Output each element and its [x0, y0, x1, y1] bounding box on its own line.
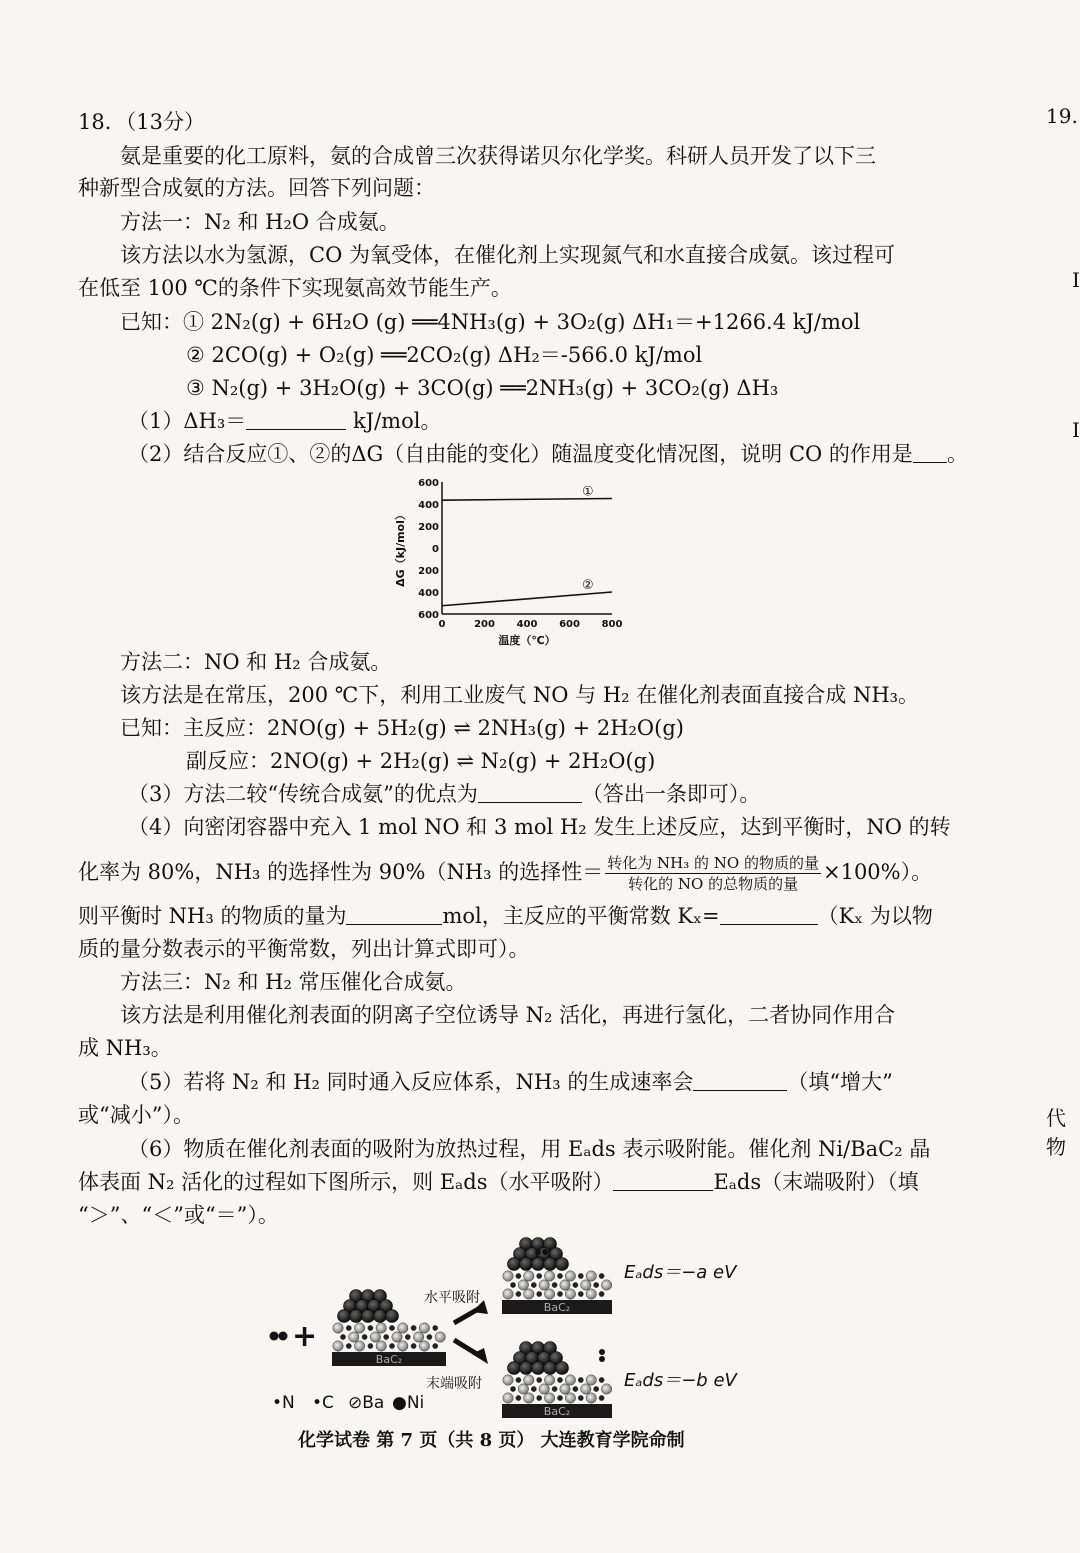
sub-question-4-line-2: 化率为 80%，NH₃ 的选择性为 90%（NH₃ 的选择性＝ $\frac{\text{转化为 NH₃ 的 NO 的物质的量}}{\text{转化的 NO 的总物质的量}}$ ×100%）。	[78, 854, 933, 893]
eads-terminal-label: Eₐds＝−b eV	[624, 1370, 737, 1391]
c-atom	[516, 1291, 521, 1296]
ba-atom	[581, 1384, 591, 1394]
c-atom	[389, 1325, 394, 1330]
x-tick-label: 800	[601, 619, 623, 630]
legend-ba: ⊘Ba	[348, 1393, 385, 1413]
sub-question-4-line-1: （4）向密闭容器中充入 1 mol NO 和 3 mol H₂ 发生上述反应，达到平衡时，NO 的转	[128, 815, 951, 839]
c-atom	[537, 1395, 542, 1400]
y-tick-label: 600	[418, 478, 439, 489]
ba-atom	[586, 1375, 596, 1385]
c-atom	[594, 1386, 599, 1391]
sub-question-6-line-3: “＞”、“＜”或“＝”）。	[78, 1203, 279, 1227]
c-atom	[362, 1334, 367, 1339]
ni-atom	[508, 1362, 521, 1375]
legend-ni: ●Ni	[392, 1393, 425, 1413]
answer-blank[interactable]	[478, 782, 582, 803]
ni-atom	[520, 1258, 533, 1271]
c-atom	[599, 1377, 604, 1382]
catalyst-slab-terminal	[502, 1342, 612, 1419]
ba-atom	[413, 1332, 423, 1342]
x-tick-label: 600	[559, 619, 580, 630]
c-atom	[510, 1386, 515, 1391]
ba-atom	[419, 1341, 429, 1351]
ba-atom	[544, 1393, 554, 1403]
series-label-2: ②	[582, 578, 594, 593]
answer-blank[interactable]	[913, 442, 947, 463]
ni-atom	[532, 1258, 545, 1271]
ba-atom	[503, 1289, 513, 1299]
ba-atom	[333, 1323, 343, 1333]
page-footer: 化学试卷 第 7 页（共 8 页） 大连教育学院命制	[298, 1430, 685, 1451]
question-header: 18．（13分）	[78, 110, 205, 134]
ba-atom	[601, 1384, 611, 1394]
y-axis-label: ΔG（kJ/mol）	[394, 509, 407, 587]
ba-atom	[586, 1289, 596, 1299]
sub-question-2: （2）结合反应①、②的ΔG（自由能的变化）随温度变化情况图，说明 CO 的作用是 。	[128, 442, 968, 466]
c-atom	[557, 1377, 562, 1382]
ba-atom	[544, 1271, 554, 1281]
ba-atom	[376, 1341, 386, 1351]
x-axis-label: 温度（℃）	[498, 634, 556, 647]
sub-question-3: （3）方法二较“传统合成氨”的优点为 （答出一条即可）。	[128, 782, 761, 806]
ni-atom	[374, 1310, 387, 1323]
c-atom	[510, 1282, 515, 1287]
c-atom	[427, 1334, 432, 1339]
ba-atom	[370, 1332, 380, 1342]
ni-atom	[386, 1310, 399, 1323]
c-atom	[557, 1273, 562, 1278]
ba-atom	[544, 1289, 554, 1299]
reaction-3: ③ N₂(g) + 3H₂O(g) + 3CO(g) ══2NH₃(g) + 3CO₂(g) ΔH₃	[186, 376, 779, 400]
method-three-title: 方法三：N₂ 和 H₂ 常压催化合成氨。	[120, 970, 467, 994]
ni-atom	[556, 1258, 569, 1271]
c-atom	[537, 1377, 542, 1382]
sub-question-6-line-1: （6）物质在催化剂表面的吸附为放热过程，用 Eₐds 表示吸附能。催化剂 Ni/BaC₂ 晶	[128, 1137, 931, 1161]
reaction-1: 已知：① 2N₂(g) + 6H₂O (g) ══4NH₃(g) + 3O₂(g) ΔH₁＝+1266.4 kJ/mol	[120, 310, 861, 334]
horizontal-adsorption-label: 水平吸附	[424, 1290, 480, 1306]
sub-question-6-line-2: 体表面 N₂ 活化的过程如下图所示，则 Eₐds（水平吸附） Eₐds（末端吸附）（填	[78, 1170, 919, 1194]
ba-atom	[581, 1280, 591, 1290]
c-atom	[340, 1334, 345, 1339]
y-tick-label: 200	[418, 566, 439, 577]
ba-atom	[333, 1341, 343, 1351]
ba-atom	[349, 1332, 359, 1342]
delta-g-chart	[390, 470, 630, 652]
c-atom	[411, 1325, 416, 1330]
ba-atom	[524, 1393, 534, 1403]
ba-atom	[560, 1280, 570, 1290]
ba-atom	[376, 1323, 386, 1333]
y-tick-label: 400	[418, 500, 439, 511]
side-question-number: 19.	[1046, 104, 1078, 128]
c-atom	[537, 1291, 542, 1296]
c-atom	[405, 1334, 410, 1339]
ba-atom	[544, 1375, 554, 1385]
c-atom	[537, 1273, 542, 1278]
c-atom	[346, 1343, 351, 1348]
c-atom	[578, 1273, 583, 1278]
ni-atom	[508, 1258, 521, 1271]
intro-line-1: 氨是重要的化工原料，氨的合成曾三次获得诺贝尔化学奖。科研人员开发了以下三	[120, 144, 876, 168]
sub-question-4-line-3: 则平衡时 NH₃ 的物质的量为 mol，主反应的平衡常数 Kₓ= （Kₓ 为以物	[78, 904, 933, 928]
ni-atom	[350, 1310, 363, 1323]
c-atom	[368, 1343, 373, 1348]
c-atom	[552, 1282, 557, 1287]
ba-atom	[503, 1271, 513, 1281]
c-atom	[552, 1386, 557, 1391]
answer-blank[interactable]	[693, 1070, 787, 1091]
ba-atom	[524, 1289, 534, 1299]
sub-question-1: （1）ΔH₃＝ kJ/mol。	[128, 409, 442, 433]
ba-atom	[565, 1375, 575, 1385]
method-one-text-1: 该方法以水为氢源，CO 为氧受体，在催化剂上实现氮气和水直接合成氨。该过程可	[120, 243, 895, 267]
c-atom	[578, 1395, 583, 1400]
adsorption-diagram	[262, 1228, 762, 1418]
c-atom	[433, 1343, 438, 1348]
c-atom	[384, 1334, 389, 1339]
series-line-2	[442, 592, 612, 606]
ba-atom	[518, 1280, 528, 1290]
c-atom	[594, 1282, 599, 1287]
ba-atom	[518, 1384, 528, 1394]
method-two-title: 方法二：NO 和 H₂ 合成氨。	[120, 650, 392, 674]
y-tick-label: 400	[418, 588, 439, 599]
method-two-text: 该方法是在常压，200 ℃下，利用工业废气 NO 与 H₂ 在催化剂表面直接合成 NH₃。	[120, 683, 920, 707]
ni-atom	[520, 1362, 533, 1375]
ba-atom	[565, 1289, 575, 1299]
side-fragment: I	[1072, 418, 1080, 442]
c-atom	[516, 1377, 521, 1382]
ba-atom	[354, 1341, 364, 1351]
main-reaction: 已知：主反应：2NO(g) + 5H₂(g) ⇌ 2NH₃(g) + 2H₂O(g)	[120, 716, 684, 740]
arrow-icon	[454, 1340, 488, 1364]
c-atom	[346, 1325, 351, 1330]
ba-atom	[601, 1280, 611, 1290]
ni-atom	[544, 1258, 557, 1271]
ba-atom	[586, 1393, 596, 1403]
y-tick-label: 200	[418, 522, 439, 533]
ni-atom	[556, 1362, 569, 1375]
method-three-text-1: 该方法是利用催化剂表面的阴离子空位诱导 N₂ 活化，再进行氢化，二者协同作用合	[120, 1003, 896, 1027]
c-atom	[411, 1343, 416, 1348]
terminal-adsorption-label: 末端吸附	[426, 1376, 482, 1392]
ba-atom	[560, 1384, 570, 1394]
side-fragment: I	[1072, 268, 1080, 292]
catalyst-slab-horizontal	[502, 1238, 612, 1315]
method-three-text-2: 成 NH₃。	[78, 1036, 172, 1060]
ba-atom	[398, 1323, 408, 1333]
c-atom	[531, 1282, 536, 1287]
method-one-text-2: 在低至 100 ℃的条件下实现氨高效节能生产。	[78, 276, 512, 300]
ba-atom	[503, 1375, 513, 1385]
ba-atom	[565, 1271, 575, 1281]
sub-question-4-line-4: 质的量分数表示的平衡常数，列出计算式即可）。	[78, 937, 530, 961]
y-tick-label: 600	[418, 610, 439, 621]
c-atom	[578, 1291, 583, 1296]
x-tick-label: 200	[474, 619, 495, 630]
c-atom	[368, 1325, 373, 1330]
answer-blank[interactable]	[246, 409, 346, 430]
ba-atom	[435, 1332, 445, 1342]
legend-n: •N	[272, 1393, 295, 1413]
ba-atom	[586, 1271, 596, 1281]
substrate-label: BaC₂	[375, 1353, 403, 1366]
c-atom	[557, 1291, 562, 1296]
intro-line-2: 种新型合成氨的方法。回答下列问题：	[78, 176, 435, 200]
adsorbed-n2-terminal	[599, 1349, 605, 1362]
c-atom	[573, 1386, 578, 1391]
ba-atom	[419, 1323, 429, 1333]
n2-molecule	[270, 1332, 288, 1341]
c-atom	[599, 1291, 604, 1296]
c-atom	[516, 1273, 521, 1278]
ni-atom	[532, 1362, 545, 1375]
c-atom	[433, 1325, 438, 1330]
ni-atom	[544, 1362, 557, 1375]
selectivity-fraction: $\frac{\text{转化为 NH₃ 的 NO 的物质的量}}{\text{转化的 NO 的总物质的量}}$	[607, 854, 819, 893]
c-atom	[578, 1377, 583, 1382]
c-atom	[599, 1395, 604, 1400]
ba-atom	[392, 1332, 402, 1342]
ba-atom	[354, 1323, 364, 1333]
ni-atom	[362, 1310, 375, 1323]
ba-atom	[524, 1271, 534, 1281]
legend-c: •C	[312, 1393, 334, 1413]
ba-atom	[398, 1341, 408, 1351]
side-fragment: 代物	[1046, 1106, 1066, 1159]
plus-sign: +	[292, 1319, 318, 1354]
eads-horizontal-label: Eₐds＝−a eV	[624, 1262, 737, 1283]
ni-atom	[338, 1310, 351, 1323]
ba-atom	[565, 1393, 575, 1403]
c-atom	[557, 1395, 562, 1400]
answer-blank[interactable]	[346, 904, 442, 925]
substrate-label: BaC₂	[543, 1405, 571, 1418]
c-atom	[531, 1386, 536, 1391]
c-atom	[573, 1282, 578, 1287]
ba-atom	[539, 1280, 549, 1290]
x-tick-label: 400	[516, 619, 538, 630]
c-atom	[516, 1395, 521, 1400]
c-atom	[389, 1343, 394, 1348]
answer-blank[interactable]	[720, 904, 818, 925]
series-label-1: ①	[582, 484, 594, 500]
ba-atom	[524, 1375, 534, 1385]
side-reaction: 副反应：2NO(g) + 2H₂(g) ⇌ N₂(g) + 2H₂O(g)	[186, 749, 656, 773]
substrate-label: BaC₂	[543, 1301, 571, 1314]
method-one-title: 方法一：N₂ 和 H₂O 合成氨。	[120, 210, 400, 234]
c-atom	[599, 1273, 604, 1278]
sub-question-5: （5）若将 N₂ 和 H₂ 同时通入反应体系，NH₃ 的生成速率会 （填“增大”	[128, 1070, 893, 1094]
sub-question-5-cont: 或“减小”）。	[78, 1103, 194, 1127]
x-tick-label: 0	[438, 619, 446, 630]
y-tick-label: 0	[432, 544, 439, 555]
answer-blank[interactable]	[613, 1170, 713, 1191]
reaction-2: ② 2CO(g) + O₂(g) ══2CO₂(g) ΔH₂＝-566.0 kJ/mol	[186, 343, 703, 367]
ba-atom	[539, 1384, 549, 1394]
ba-atom	[503, 1393, 513, 1403]
